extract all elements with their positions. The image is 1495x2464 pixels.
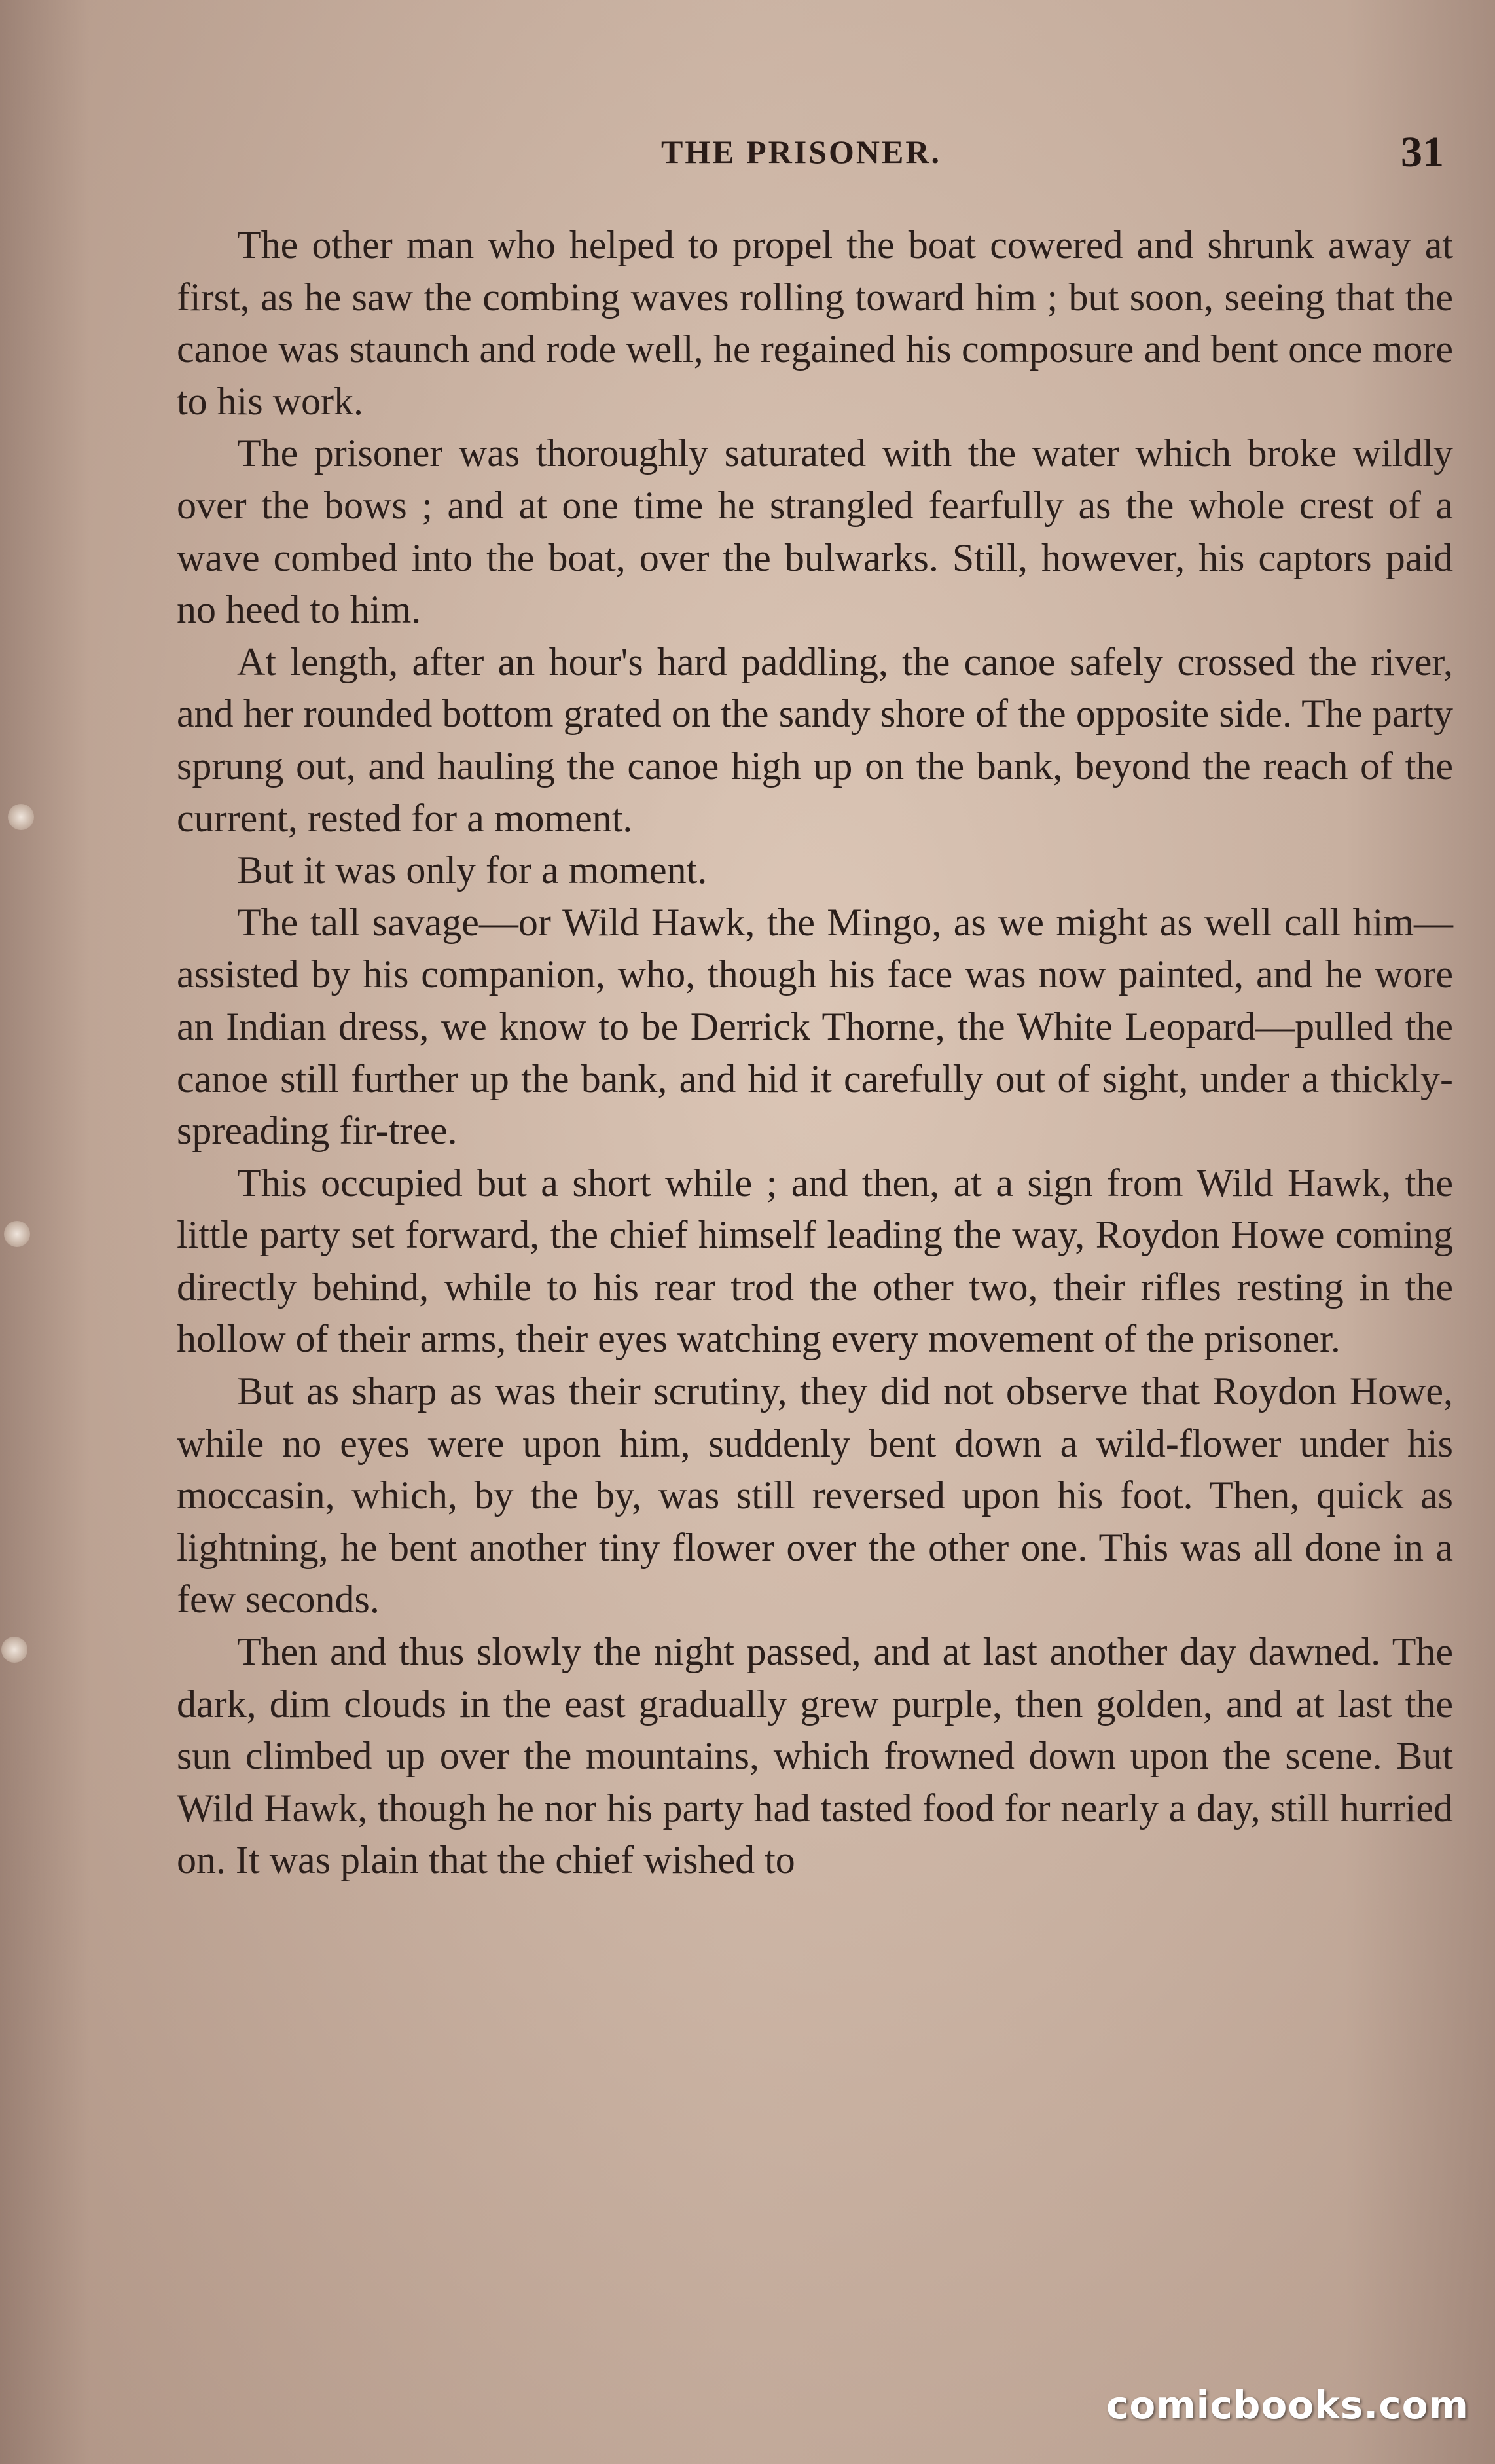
paragraph: But it was only for a moment. xyxy=(237,848,708,892)
binding-hole-bottom xyxy=(1,1637,27,1663)
running-head: THE PRISONER. xyxy=(661,134,941,170)
paragraph: The prisoner was thoroughly saturated with the water which broke wildly over the bows ; and at one time he strangled fearfully as the whole crest of a wave combed into the boat, over the bulwarks. Still, however, his captors paid no heed to him. xyxy=(177,431,1453,632)
paragraph: The other man who helped to propel the boat cowered and shrunk away at first, as he saw the combing waves rolling toward him ; but soon, seeing that the canoe was staunch and rode well, he regained his composure and bent once more to his work. xyxy=(177,223,1453,423)
paragraph: This occupied but a short while ; and then, at a sign from Wild Hawk, the little party set forward, the chief himself leading the way, Roydon Howe coming directly behind, while to his rear trod the other two, their rifles resting in the hollow of their arms, their eyes watching every movement of the prisoner. xyxy=(177,1161,1453,1361)
binding-hole-top xyxy=(8,804,34,830)
page-number: 31 xyxy=(1401,128,1444,176)
watermark: comicbooks.com xyxy=(1106,2383,1469,2427)
body-text xyxy=(177,219,1453,1887)
page-header xyxy=(0,128,1495,180)
paragraph: Then and thus slowly the night passed, and at last another day dawned. The dark, dim clouds in the east gradually grew purple, then golden, and at last the sun climbed up over the mountains, which frowned down upon the scene. But Wild Hawk, though he nor his party had tasted food for nearly a day, still hurried on. It was plain that the chief wished to xyxy=(177,1630,1453,1882)
paragraph: At length, after an hour's hard paddling, the canoe safely crossed the river, and her rounded bottom grated on the sandy shore of the opposite side. The party sprung out, and hauling the canoe high up on the bank, beyond the reach of the current, rested for a moment. xyxy=(177,640,1453,840)
paragraph: The tall savage—or Wild Hawk, the Mingo, as we might as well call him—assisted by his companion, who, though his face was now painted, and he wore an Indian dress, we know to be Derrick Thorne, the White Leopard—pulled the canoe still further up the bank, and hid it carefully out of sight, under a thickly-spreading fir-tree. xyxy=(177,900,1453,1153)
binding-hole-middle xyxy=(4,1221,30,1247)
paragraph: But as sharp as was their scrutiny, they did not observe that Roydon Howe, while no eyes were upon him, suddenly bent down a wild-flower under his moccasin, which, by the by, was still reversed upon his foot. Then, quick as lightning, he bent another tiny flower over the other one. This was all done in a few seconds. xyxy=(177,1369,1453,1622)
